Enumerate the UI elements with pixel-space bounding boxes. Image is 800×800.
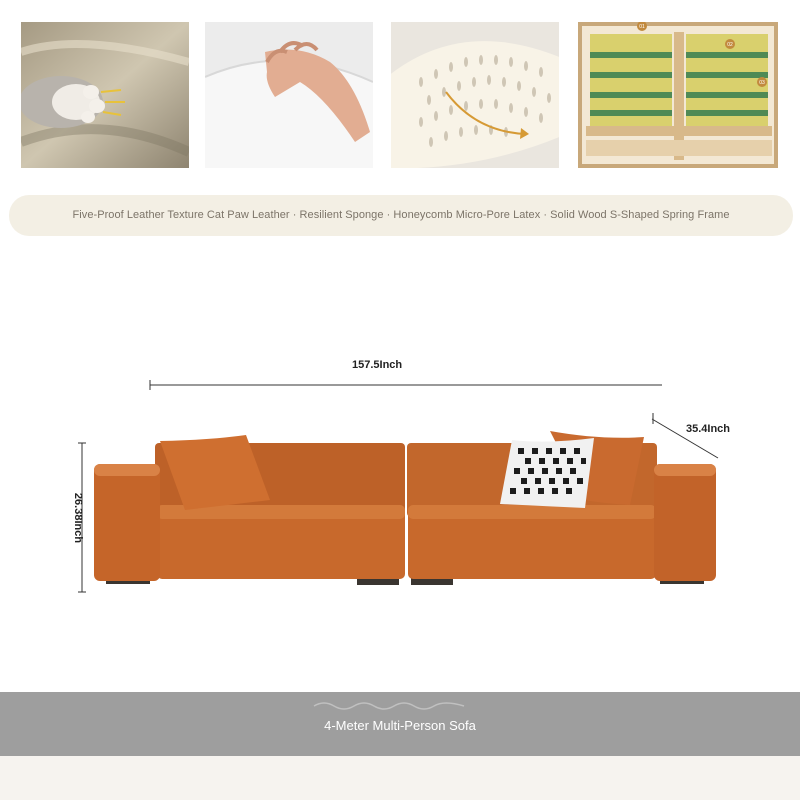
width-dimension-label: 157.5Inch <box>352 359 403 371</box>
spring-frame-marker: 01 <box>639 24 645 30</box>
spring-frame-marker: 03 <box>759 80 765 86</box>
feature-caption: Five-Proof Leather Texture Cat Paw Leather · Resilient Sponge · Honeycomb Micro-Pore Latex · Solid Wood S-Shaped Spring Frame <box>72 209 730 221</box>
depth-dimension-label: 35.4Inch <box>686 423 731 435</box>
spring-frame-marker: 02 <box>727 42 733 48</box>
bottom-band <box>0 756 800 800</box>
product-title: 4-Meter Multi-Person Sofa <box>324 718 476 733</box>
height-dimension-label: 26.38Inch <box>72 492 85 544</box>
decorative-script <box>312 700 467 710</box>
product-title-bar <box>0 692 800 756</box>
